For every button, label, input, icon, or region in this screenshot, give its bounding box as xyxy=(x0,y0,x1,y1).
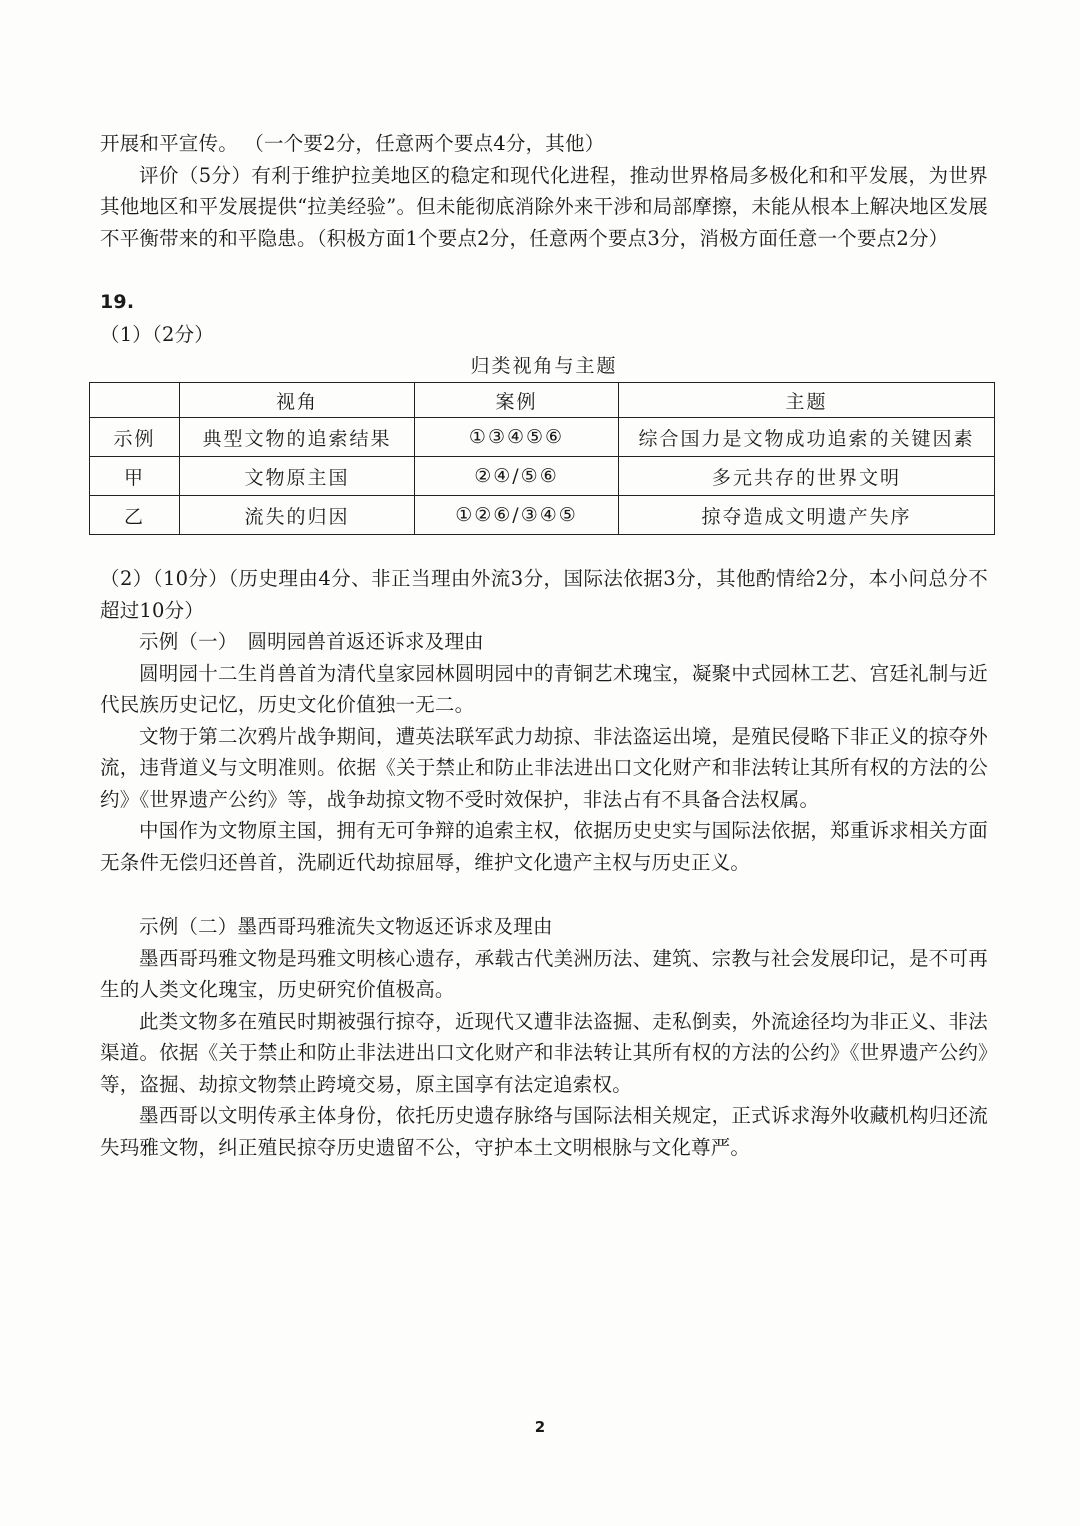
table-cell: ①③④⑤⑥ xyxy=(415,418,619,457)
table-row xyxy=(90,457,995,496)
example1-heading: 示例（一） 圆明园兽首返还诉求及理由 xyxy=(139,630,484,653)
answer-paragraph: 开展和平宣传。 （一个要2分，任意两个要点4分，其他） xyxy=(100,132,605,155)
table-header-row xyxy=(90,383,995,418)
example1-paragraph: 文物于第二次鸦片战争期间，遭英法联军武力劫掠、非法盗运出境，是殖民侵略下非正义的掠夺外流，违背道义与文明准则。依据《关于禁止和防止非法进出口文化财产和非法转让其所有权的方法的公约》《世界遗产公约》等，战争劫掠文物不受时效保护，非法占有不具备合法权属。 xyxy=(100,724,988,811)
table-cell: 文物原主国 xyxy=(180,457,415,496)
page-content xyxy=(100,128,988,1163)
table-header-cell: 视角 xyxy=(180,383,415,418)
table-header-cell xyxy=(90,383,180,418)
table-cell: 乙 xyxy=(90,496,180,535)
table-cell: 甲 xyxy=(90,457,180,496)
example2-paragraph: 墨西哥以文明传承主体身份，依托历史遗存脉络与国际法相关规定，正式诉求海外收藏机构归还流失玛雅文物，纠正殖民掠夺历史遗留不公，守护本土文明根脉与文化尊严。 xyxy=(100,1104,988,1159)
table-title: 归类视角与主题 xyxy=(470,355,618,377)
table-cell: ②④/⑤⑥ xyxy=(415,457,619,496)
part2-intro: （2）（10分）（历史理由4分、非正当理由外流3分，国际法依据3分，其他酌情给2分，本小问总分不超过10分） xyxy=(100,567,988,622)
table-cell: 示例 xyxy=(90,418,180,457)
table-cell: 流失的归因 xyxy=(180,496,415,535)
table-row xyxy=(90,496,995,535)
example1-paragraph: 中国作为文物原主国，拥有无可争辩的追索主权，依据历史史实与国际法依据，郑重诉求相关方面无条件无偿归还兽首，洗刷近代劫掠屈辱，维护文化遗产主权与历史正义。 xyxy=(100,819,988,874)
table-cell: 典型文物的追索结果 xyxy=(180,418,415,457)
table-cell: 综合国力是文物成功追索的关键因素 xyxy=(619,418,995,457)
classification-table xyxy=(89,382,995,535)
table-cell: ①②⑥/③④⑤ xyxy=(415,496,619,535)
evaluation-paragraph: 评价（5分）有利于维护拉美地区的稳定和现代化进程，推动世界格局多极化和和平发展，为世界其他地区和平发展提供“拉美经验”。但未能彻底消除外来干涉和局部摩擦，未能从根本上解决地区发展不平衡带来的和平隐患。（积极方面1个要点2分，任意两个要点3分，消极方面任意一个要点2分） xyxy=(100,163,988,250)
table-row xyxy=(90,418,995,457)
part1-label: （1）（2分） xyxy=(100,322,214,346)
example1-paragraph: 圆明园十二生肖兽首为清代皇家园林圆明园中的青铜艺术瑰宝，凝聚中式园林工艺、宫廷礼制与近代民族历史记忆，历史文化价值独一无二。 xyxy=(100,661,988,716)
question-number: 19. xyxy=(100,291,135,313)
example2-paragraph: 墨西哥玛雅文物是玛雅文明核心遗存，承载古代美洲历法、建筑、宗教与社会发展印记，是不可再生的人类文化瑰宝，历史研究价值极高。 xyxy=(100,946,988,1001)
example2-heading: 示例（二）墨西哥玛雅流失文物返还诉求及理由 xyxy=(139,915,553,938)
table-cell: 多元共存的世界文明 xyxy=(619,457,995,496)
table-cell: 掠夺造成文明遗产失序 xyxy=(619,496,995,535)
page-number: 2 xyxy=(534,1418,546,1436)
table-header-cell: 主题 xyxy=(619,383,995,418)
example2-paragraph: 此类文物多在殖民时期被强行掠夺，近现代又遭非法盗掘、走私倒卖，外流途径均为非正义、非法渠道。依据《关于禁止和防止非法进出口文化财产和非法转让其所有权的方法的公约》《世界遗产公约》等，盗掘、劫掠文物禁止跨境交易，原主国享有法定追索权。 xyxy=(100,1009,988,1096)
table-header-cell: 案例 xyxy=(415,383,619,418)
